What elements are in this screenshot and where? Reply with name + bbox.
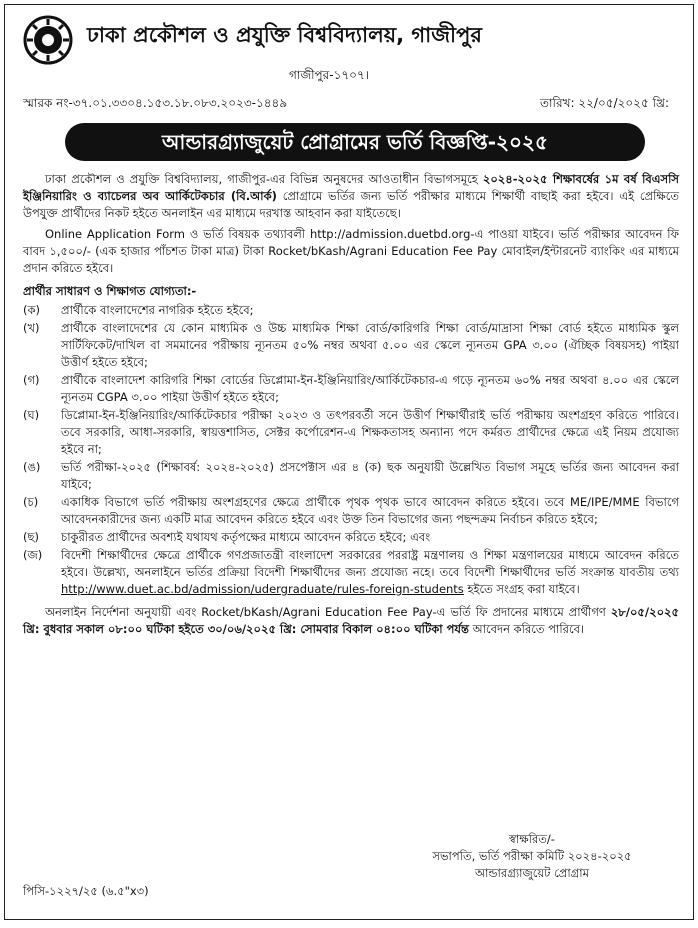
- qualification-heading: প্রার্থীর সাধারণ ও শিক্ষাগত যোগ্যতা:-: [23, 284, 197, 298]
- signatory-title: সভাপতি, ভর্তি পরীক্ষা কমিটি ২০২৪-২০২৫: [432, 849, 632, 863]
- list-item: [23, 302, 679, 319]
- item-text: প্রার্থীকে বাংলাদেশ কারিগরি শিক্ষা বোর্ডের ডিপ্লোমা-ইন-ইঞ্জিনিয়ারিং/আর্কিটেকচার-এ গড়ে ন্যূনতম ৬০% নম্বর অথবা ৪.০০ এর স্কেলে ন্যূনতম CGPA ৩.০০ পাইয়া উত্তীর্ণ হইতে হইবে;: [61, 373, 679, 404]
- signatory-office: আন্ডারগ্র্যাজুয়েট প্রোগ্রাম: [474, 866, 590, 880]
- signature-block: [397, 831, 667, 882]
- item-label: (ঘ): [23, 408, 40, 422]
- item-label: (জ): [23, 548, 43, 562]
- item-label: (ঙ): [23, 460, 41, 474]
- item-text: প্রার্থীকে বাংলাদেশের নাগরিক হইতে হইবে;: [61, 303, 254, 317]
- item-text: প্রার্থীকে বাংলাদেশের যে কোন মাধ্যমিক ও উচ্চ মাধ্যমিক শিক্ষা বোর্ড/কারিগরি শিক্ষা বোর্ড/মাদ্রাসা শিক্ষা বোর্ড হইতে মাধ্যমিক স্কুল সার্টিফিকেট/দাখিল বা সমমানের পরীক্ষায় ন্যূনতম ৫০% নম্বর অথবা ৫.০০ এর স্কেলে ন্যূনতম GPA ৩.০০ (ঐচ্ছিক বিষয়সহ) পাইয়া উত্তীর্ণ হইতে হইবে;: [61, 321, 679, 369]
- foreign-students-tail: হইতে সংগ্রহ করা যাইবে।: [463, 582, 580, 596]
- print-reference: পিসি-১২২৭/২৫ (৬.৫"x৩): [23, 884, 149, 898]
- notice-title-banner: আন্ডারগ্র্যাজুয়েট প্রোগ্রামের ভর্তি বিজ্ঞপ্তি-২০২৫: [65, 123, 645, 161]
- item-text: একাধিক বিভাগে ভর্তি পরীক্ষায় অংশগ্রহণের ক্ষেত্রে প্রার্থীকে পৃথক পৃথক ভাবে আবেদন করিতে হইবে। তবে ME/IPE/MME বিভাগে আবেদনকারীদের জন্য একটি মাত্র আবেদন করিতে হইবে এবং উক্ত তিন বিভাগের জন্য পছন্দক্রম নির্বাচন করিতে হইবে;: [61, 495, 679, 526]
- intro-text-1: ঢাকা প্রকৌশল ও প্রযুক্তি বিশ্ববিদ্যালয়, গাজীপুর-এর বিভিন্ন অনুষদের আওতাধীন বিভাগসমূহে: [45, 172, 483, 186]
- foreign-students-link[interactable]: http://www.duet.ac.bd/admission/udergraduate/rules-foreign-students: [61, 582, 464, 596]
- list-item: [23, 547, 679, 598]
- item-text: ডিপ্লোমা-ইন-ইঞ্জিনিয়ারিং/আর্কিটেকচার পরীক্ষা ২০২৩ ও তৎপরবর্তী সনে উত্তীর্ণ শিক্ষার্থীরাই ভর্তি পরীক্ষায় অংশগ্রহণ করিতে পারিবে। তবে সরকারি, আধা-সরকারি, স্বায়ত্তশাসিত, সেক্টর কর্পোরেশন-এ শিক্ষকতাসহ অন্যান্য পদে কর্মরত প্রার্থীদের ক্ষেত্রে এই নিয়ম প্রযোজ্য হইবে না;: [61, 408, 679, 456]
- item-label: (খ): [23, 321, 40, 335]
- intro-program-bold: ২০২৪-২০২৫ শিক্ষাবর্ষের ১ম বর্ষ বিএসসি ইঞ্জিনিয়ারিং ও ব্যাচেলর অব আর্কিটেকচার (বি.আর্ক): [23, 172, 679, 203]
- list-item: [23, 407, 679, 458]
- list-item: [23, 459, 679, 493]
- notice-page: [4, 4, 694, 920]
- foreign-students-text: বিদেশী শিক্ষার্থীদের ক্ষেত্রে প্রার্থীকে গণপ্রজাতন্ত্রী বাংলাদেশ সরকারের পররাষ্ট্র মন্ত্রণালয় ও শিক্ষা মন্ত্রণালয়ের মাধ্যমে আবেদন করিতে হইবে। উল্লেখ্য, অনলাইনে ভর্তির প্রক্রিয়া বিদেশী শিক্ষার্থীদের জন্য প্রযোজ্য নহে। তবে বিদেশী শিক্ষার্থীদের ভর্তি সংক্রান্ত যাবতীয় তথ্য: [61, 548, 679, 579]
- closing-text-2: আবেদন করিতে পারিবে।: [468, 622, 585, 636]
- closing-text-1: অনলাইন নির্দেশনা অনুযায়ী এবং Rocket/bKash/Agrani Education Fee Pay-এ ভর্তি ফি প্রদানের মাধ্যমে প্রার্থীগণ: [45, 605, 611, 619]
- university-seal-icon: [23, 15, 73, 65]
- notice-date: তারিখ: ২২/০৫/২০২৫ খ্রি:: [540, 96, 669, 110]
- memo-number: স্মারক নং-৩৭.০১.৩৩০৪.১৫৩.১৮.০৮৩.২০২৩-১৪৪৯: [23, 96, 288, 110]
- university-address: গাজীপুর-১৭০৭।: [289, 68, 370, 82]
- item-label: (ক): [23, 303, 41, 317]
- university-name: ঢাকা প্রকৌশল ও প্রযুক্তি বিশ্ববিদ্যালয়, গাজীপুর: [87, 23, 482, 47]
- item-text: ভর্তি পরীক্ষা-২০২৫ (শিক্ষাবর্ষ: ২০২৪-২০২৫) প্রসপেক্টাস এর ৪ (ক) ছক অনুযায়ী উল্লেখিত বিভাগ সমূহে ভর্তির জন্য আবেদন করা যাইবে;: [61, 460, 679, 491]
- application-deadline: ২৮/০৫/২০২৫ খ্রি: বুধবার সকাল ০৮:০০ ঘটিকা হইতে ৩০/০৬/২০২৫ খ্রি: সোমবার বিকাল ০৪:০০ ঘটিকা পর্যন্ত: [23, 605, 679, 636]
- list-item: [23, 320, 679, 371]
- intro-paragraph: [23, 171, 679, 222]
- item-text: চাকুরীরত প্রার্থীদের অবশ্যই যথাযথ কর্তৃপক্ষের মাধ্যমে আবেদন করিতে হইবে; এবং: [61, 530, 431, 544]
- list-item: [23, 494, 679, 528]
- list-item: [23, 529, 679, 546]
- closing-paragraph: [23, 604, 679, 638]
- item-label: (গ): [23, 373, 40, 387]
- item-label: (ছ): [23, 530, 39, 544]
- notice-body: [23, 171, 679, 638]
- signed-label: স্বাক্ষরিত/-: [509, 832, 555, 846]
- item-label: (চ): [23, 495, 39, 509]
- application-info-paragraph: Online Application Form ও ভর্তি বিষয়ক তথ্যাবলী http://admission.duetbd.org-এ পাওয়া যাইবে। ভর্তি পরীক্ষার আবেদন ফি বাবদ ১,৫০০/- (এক হাজার পাঁচশত টাকা মাত্র) টাকা Rocket/bKash/Agrani Education Fee Pay মোবাইল/ইন্টারনেট ব্যাংকিং এর মাধ্যমে প্রদান করিতে হইবে।: [23, 227, 679, 275]
- item-text: [61, 547, 679, 598]
- list-item: [23, 372, 679, 406]
- intro-text-2: প্রোগ্রামে ভর্তির জন্য ভর্তি পরীক্ষার মাধ্যমে শিক্ষার্থী বাছাই করা হইবে। এই প্রেক্ষিতে উপযুক্ত প্রার্থীদের নিকট হইতে অনলাইন এর মাধ্যমে দরখাস্ত আহবান করা যাইতেছে।: [23, 189, 679, 220]
